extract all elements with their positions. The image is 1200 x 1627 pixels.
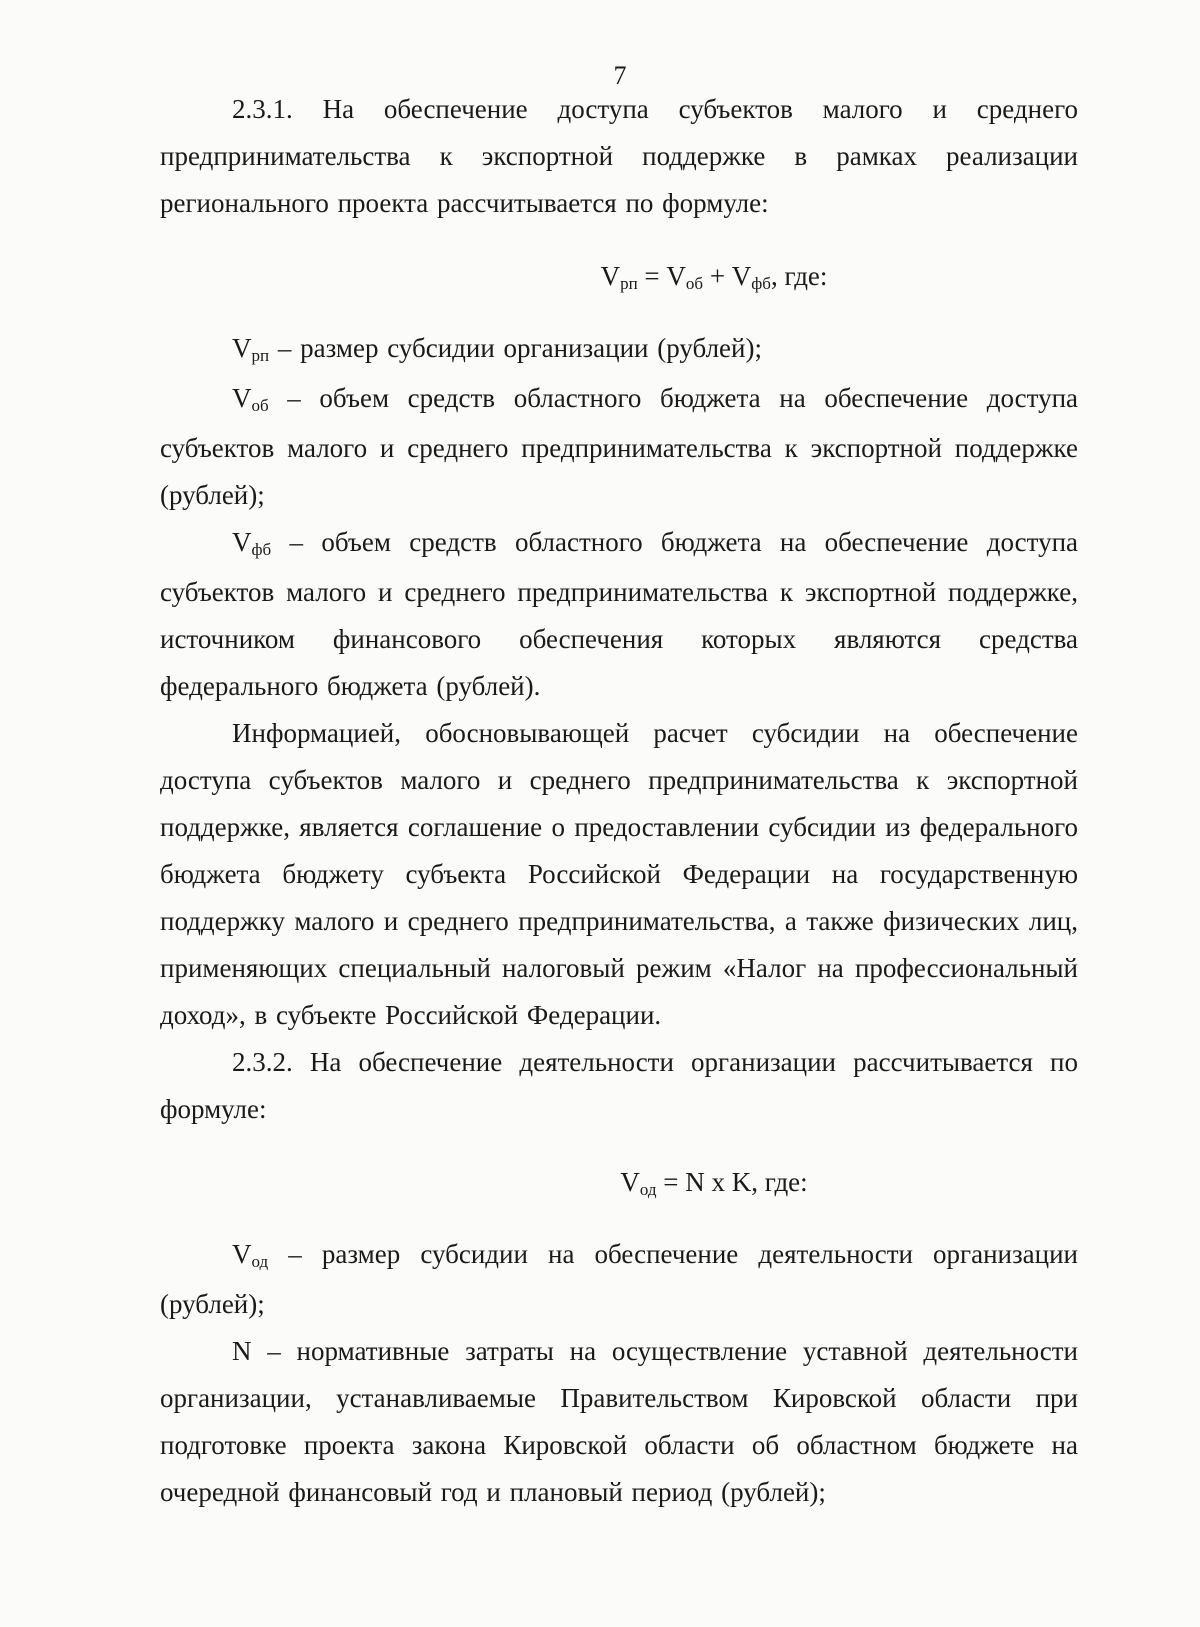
formula-subscript: об [685, 274, 704, 293]
definition-text: – объем средств областного бюджета на обеспечение доступа субъектов малого и среднего предпринимательства к экспортной поддержке (рублей); [160, 383, 1078, 510]
definition-subscript: об [251, 396, 269, 415]
formula-var: V [600, 261, 621, 291]
paragraph-justification: Информацией, обосновывающей расчет субсидии на обеспечение доступа субъектов малого и среднего предпринимательства к экспортной поддержке, является соглашение о предоставлении субсидии из федерального бюджета бюджету субъекта Российской Федерации на государственную поддержку малого и среднего предпринимательства, а также физических лиц, применяющих специальный налоговый режим «Налог на профессиональный доход», в субъекте Российской Федерации. [160, 718, 1078, 1030]
formula-vrp [160, 253, 1078, 303]
formula-operator: + [703, 261, 732, 291]
formula-subscript: од [639, 1180, 657, 1199]
definition-subscript: од [251, 1252, 269, 1271]
definition-text: – размер субсидии организации (рублей); [269, 333, 762, 363]
formula-var: V [666, 261, 686, 291]
definition-var: V [232, 383, 252, 413]
formula-vod [160, 1159, 1078, 1209]
page-number: 7 [613, 61, 627, 90]
formula-subscript: рп [620, 274, 638, 293]
definition-text: – размер субсидии на обеспечение деятельности организации (рублей); [160, 1239, 1078, 1319]
formula-tail: , где: [770, 261, 828, 291]
formula-var: V [731, 261, 752, 291]
definition-vfb [160, 519, 1078, 710]
definition-subscript: фб [251, 540, 272, 559]
definition-subscript: рп [251, 346, 270, 365]
definition-vod [160, 1231, 1078, 1328]
definition-text: – объем средств областного бюджета на обеспечение доступа субъектов малого и среднего предпринимательства к экспортной поддержке, источником финансового обеспечения которых являются средства федерального бюджета (рублей). [160, 527, 1078, 701]
definition-var: V [232, 1239, 252, 1269]
definition-var: V [232, 527, 252, 557]
definition-vob [160, 375, 1078, 519]
paragraph-2-3-2: 2.3.2. На обеспечение деятельности организации рассчитывается по формуле: [160, 1047, 1078, 1124]
definition-var: V [232, 333, 252, 363]
paragraph-2-3-1: 2.3.1. На обеспечение доступа субъектов малого и среднего предпринимательства к экспортной поддержке в рамках реализации регионального проекта рассчитывается по формуле: [160, 94, 1078, 218]
definition-vrp [160, 325, 1078, 375]
formula-var: V [620, 1167, 640, 1197]
formula-operator: = [637, 261, 667, 291]
formula-tail: = N х K, где: [656, 1167, 808, 1197]
formula-subscript: фб [751, 274, 771, 293]
document-body [160, 86, 1078, 1516]
definition-n: N – нормативные затраты на осуществление уставной деятельности организации, устанавливаемые Правительством Кировской области при подготовке проекта закона Кировской области об областном бюджете на очередной финансовый год и плановый период (рублей); [160, 1336, 1078, 1507]
